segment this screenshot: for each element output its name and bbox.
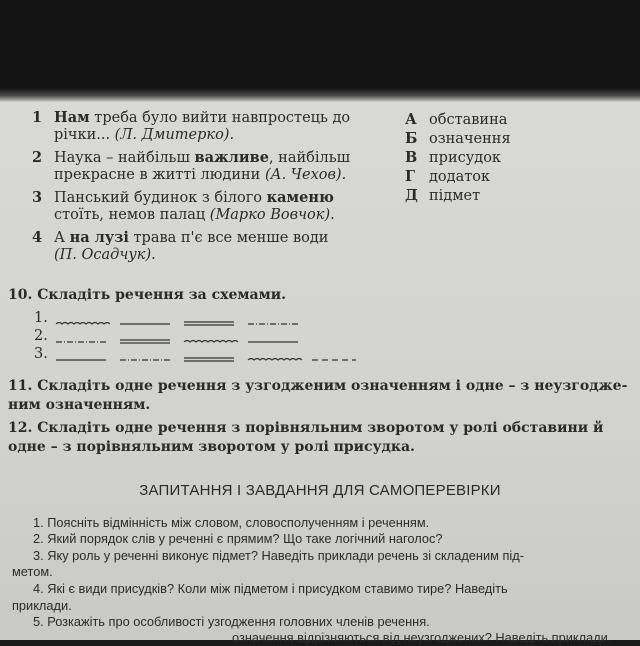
matching-item-text (54, 229, 328, 247)
text-run: (Л. Дмитерко). (114, 127, 235, 143)
question-4-line2: приклади. (12, 598, 72, 613)
text-run: Нам (54, 109, 90, 126)
option-letter: А (405, 111, 417, 128)
matching-item-text (54, 207, 335, 224)
question-4-line1: 4. Які є види присудків? Коли між підметом і присудком ставимо тире? Наведіть (33, 581, 508, 596)
underline-mark-wavy (56, 323, 110, 325)
text-run: каменю (266, 189, 334, 206)
scheme-row-label: 3. (34, 346, 48, 362)
matching-option (405, 168, 490, 186)
text-run: (П. Осадчук). (54, 247, 156, 263)
text-run: прекрасне в житті людини (54, 167, 265, 183)
text-run: треба було вийти навпростець до (89, 110, 351, 126)
text-run: річки... (54, 127, 115, 143)
matching-item-text (54, 149, 350, 167)
text-run: Наука – найбільш (54, 150, 195, 166)
text-run: трава п'є все менше води (128, 230, 329, 246)
task-11-line1: 11. Складіть одне речення з узгодженим означенням і одне – з неузгодже- (8, 378, 628, 394)
matching-item-number: 1 (32, 109, 43, 126)
dark-background-top (0, 0, 640, 98)
text-run: А (54, 230, 70, 246)
matching-option (405, 111, 507, 129)
text-run: Панський будинок з білого (54, 190, 267, 206)
matching-item-text (54, 167, 346, 184)
matching-item-number: 3 (32, 189, 43, 206)
matching-option (405, 130, 511, 148)
matching-option (405, 187, 480, 205)
matching-item-text (54, 247, 156, 264)
text-run: на лузі (69, 229, 129, 246)
underline-mark-double (120, 340, 170, 343)
question-1: 1. Поясніть відмінність між словом, словосполученням і реченням. (33, 515, 430, 530)
question-3-line2: метом. (12, 564, 53, 579)
page-edge-shadow (0, 88, 640, 102)
underline-mark-wavy (184, 341, 238, 343)
text-run: стоїть, немов палац (54, 207, 210, 223)
text-run: (Марко Вовчок). (209, 207, 335, 223)
option-letter: Б (405, 130, 418, 147)
matching-option (405, 149, 501, 167)
option-letter: В (405, 149, 418, 166)
question-2: 2. Який порядок слів у реченні є прямим? Що таке логічний наголос? (33, 531, 443, 546)
option-letter: Г (405, 168, 416, 185)
text-run: , найбільш (268, 150, 351, 166)
question-5: 5. Розкажіть про особливості узгодження головних членів речення. (33, 614, 430, 629)
scheme-row (0, 334, 320, 348)
matching-item-number: 4 (32, 229, 43, 246)
option-text: обставина (429, 112, 508, 128)
option-text: додаток (429, 169, 491, 185)
matching-item-text (54, 109, 350, 127)
matching-item-text (54, 189, 334, 207)
text-run: важливе (194, 149, 269, 166)
matching-item-number: 2 (32, 149, 43, 166)
text-run: (А. Чехов). (264, 167, 347, 183)
option-text: означення (429, 131, 511, 147)
option-letter: Д (405, 187, 418, 204)
task-10-title: 10. Складіть речення за схемами. (8, 287, 286, 303)
scheme-row-label: 2. (34, 328, 48, 344)
matching-item-text (54, 127, 234, 144)
option-text: присудок (429, 150, 501, 166)
task-12-line2: одне – з порівняльним зворотом у ролі присудка. (8, 439, 415, 455)
question-3-line1: 3. Яку роль у реченні виконує підмет? Наведіть приклади речень зі складеним під- (33, 548, 524, 563)
question-6-partial: означення відрізняються від неузгоджених? Наведіть приклади. (232, 630, 612, 645)
underline-mark-double (184, 358, 234, 361)
scheme-row (0, 352, 320, 366)
task-11-line2: ним означенням. (8, 397, 151, 413)
underline-mark-wavy (248, 359, 302, 361)
underline-mark-double (184, 322, 234, 325)
option-text: підмет (429, 188, 481, 204)
scheme-row (0, 316, 320, 330)
self-check-heading: ЗАПИТАННЯ І ЗАВДАННЯ ДЛЯ САМОПЕРЕВІРКИ (139, 482, 501, 499)
scheme-row-label: 1. (34, 310, 48, 326)
task-12-line1: 12. Складіть одне речення з порівняльним зворотом у ролі обставини й (8, 420, 604, 436)
